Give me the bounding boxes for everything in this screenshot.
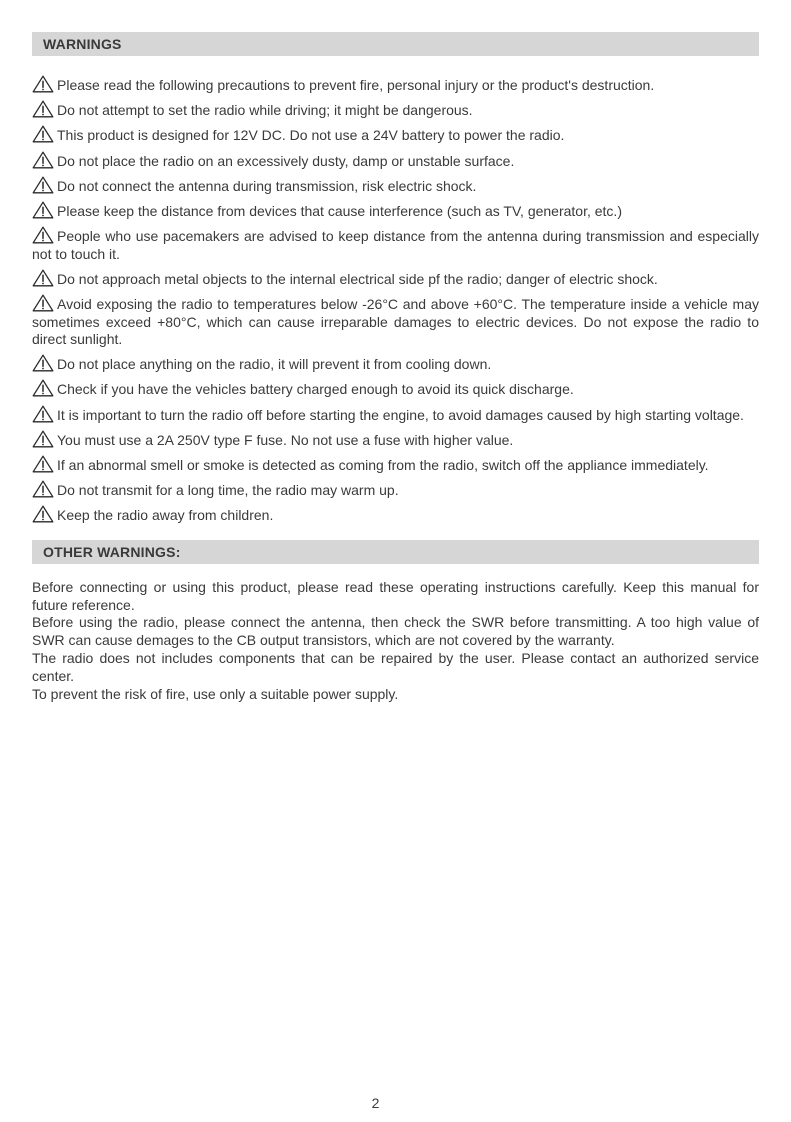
warnings-title: WARNINGS — [43, 36, 122, 52]
warning-text: Avoid exposing the radio to temperatures below -26°C and above +60°C. The temperature inside a vehicle may sometimes exceed +80°C, which can cause irreparable damages to electric devices. Do not expose the radio to direct sunlight. — [32, 296, 759, 347]
warning-triangle-icon — [32, 294, 54, 312]
warning-triangle-icon — [32, 269, 54, 287]
warning-item — [32, 480, 759, 500]
other-warnings-body — [32, 579, 759, 704]
warning-triangle-icon — [32, 226, 54, 244]
warning-item — [32, 405, 759, 425]
warning-item — [32, 294, 759, 349]
warning-item — [32, 455, 759, 475]
other-warnings-header — [32, 540, 759, 564]
warning-item — [32, 151, 759, 171]
warning-triangle-icon — [32, 430, 54, 448]
warning-text: You must use a 2A 250V type F fuse. No not use a fuse with higher value. — [57, 431, 514, 448]
page-number: 2 — [371, 1095, 380, 1111]
other-warnings-paragraph: To prevent the risk of fire, use only a suitable power supply. — [32, 685, 399, 702]
warning-text: Do not attempt to set the radio while driving; it might be dangerous. — [57, 102, 473, 119]
warning-text: It is important to turn the radio off before starting the engine, to avoid damages caused by high starting voltage. — [57, 406, 744, 423]
other-warnings-paragraph: The radio does not includes components that can be repaired by the user. Please contact an authorized service center. — [32, 650, 759, 684]
warning-item — [32, 269, 759, 289]
warning-triangle-icon — [32, 151, 54, 169]
warning-triangle-icon — [32, 201, 54, 219]
warning-triangle-icon — [32, 455, 54, 473]
warning-text: Do not place anything on the radio, it will prevent it from cooling down. — [57, 356, 492, 373]
warning-item — [32, 430, 759, 450]
document-page — [32, 32, 759, 703]
warning-text: People who use pacemakers are advised to keep distance from the antenna during transmission and especially not to touch it. — [32, 228, 759, 262]
warning-item — [32, 201, 759, 221]
warning-triangle-icon — [32, 379, 54, 397]
warning-text: If an abnormal smell or smoke is detected as coming from the radio, switch off the appliance immediately. — [57, 456, 709, 473]
other-warnings-paragraph: Before connecting or using this product, please read these operating instructions carefully. Keep this manual for future reference. — [32, 578, 759, 613]
warning-item — [32, 226, 759, 263]
warning-item — [32, 176, 759, 196]
warning-triangle-icon — [32, 405, 54, 423]
warning-triangle-icon — [32, 100, 54, 118]
warning-triangle-icon — [32, 354, 54, 372]
warnings-list — [32, 75, 759, 525]
warning-item — [32, 354, 759, 374]
other-warnings-title: OTHER WARNINGS: — [43, 543, 181, 560]
warning-text: This product is designed for 12V DC. Do not use a 24V battery to power the radio. — [57, 127, 565, 144]
warning-text: Do not transmit for a long time, the radio may warm up. — [57, 482, 399, 499]
other-warnings-paragraph: Before using the radio, please connect the antenna, then check the SWR before transmitting. A too high value of SWR can cause demages to the CB output transistors, which are not covered by the warranty. — [32, 614, 759, 649]
warning-triangle-icon — [32, 176, 54, 194]
warning-triangle-icon — [32, 125, 54, 143]
warning-item — [32, 379, 759, 399]
warning-triangle-icon — [32, 505, 54, 523]
warning-triangle-icon — [32, 75, 54, 93]
warning-item — [32, 505, 759, 525]
warning-triangle-icon — [32, 480, 54, 498]
warning-text: Please read the following precautions to prevent fire, personal injury or the product's destruction. — [57, 77, 655, 93]
warning-text: Do not place the radio on an excessively dusty, damp or unstable surface. — [57, 152, 515, 169]
warning-text: Please keep the distance from devices that cause interference (such as TV, generator, etc.) — [57, 202, 622, 219]
warning-text: Check if you have the vehicles battery charged enough to avoid its quick discharge. — [57, 381, 574, 398]
warning-item — [32, 100, 759, 120]
warning-text: Do not approach metal objects to the internal electrical side pf the radio; danger of electric shock. — [57, 270, 658, 287]
warning-item — [32, 125, 759, 145]
warning-text: Keep the radio away from children. — [57, 507, 274, 524]
warning-text: Do not connect the antenna during transmission, risk electric shock. — [57, 177, 477, 194]
warning-item — [32, 75, 759, 95]
warnings-header — [32, 32, 759, 56]
